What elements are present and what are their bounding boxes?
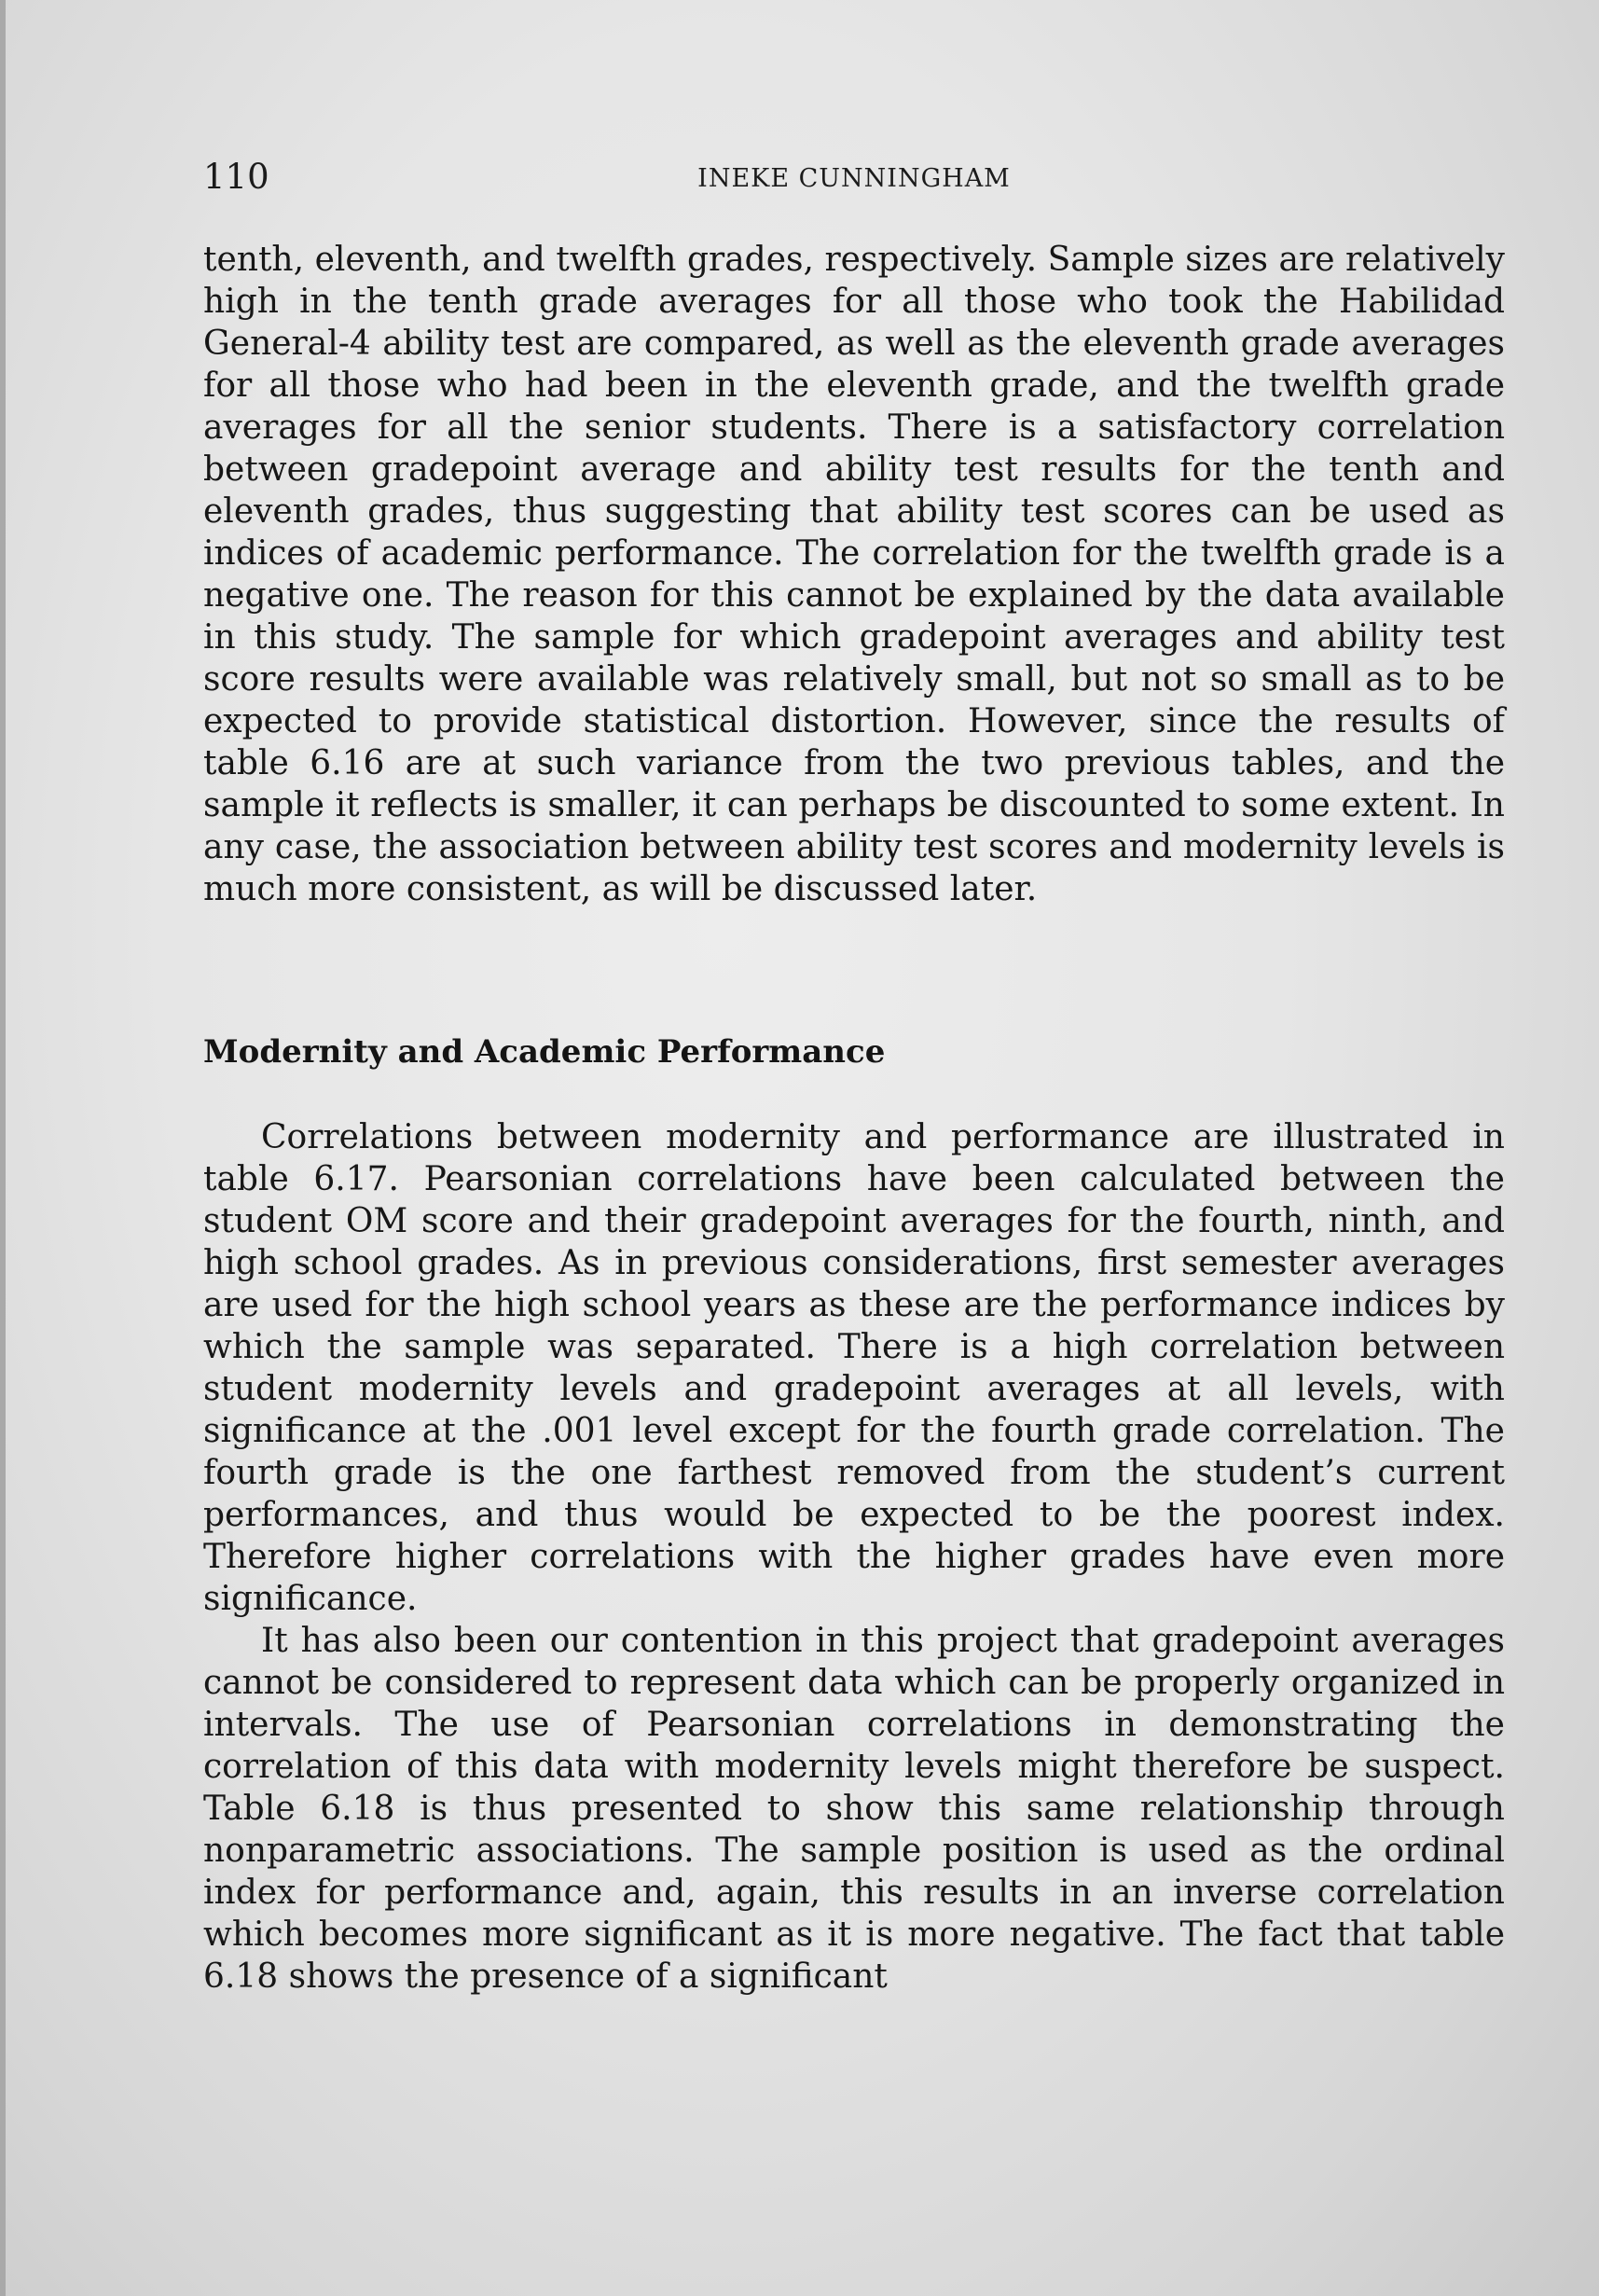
section-body [203, 1116, 1505, 1998]
running-head [203, 157, 1505, 201]
section-heading: Modernity and Academic Performance [203, 1033, 886, 1071]
page-number: 110 [203, 157, 269, 197]
body-text-continued [203, 239, 1505, 910]
paragraph: tenth, eleventh, and twelfth grades, respectively. Sample sizes are relatively high in the tenth grade averages for all those who took the Habilidad General-4 ability test are compared, as well as the eleventh grade averages for all those who had been in the eleventh grade, and the twelfth grade averages for all the senior students. There is a satisfactory correlation between gradepoint average and ability test results for the tenth and eleventh grades, thus suggesting that ability test scores can be used as indices of academic performance. The correlation for the twelfth grade is a negative one. The reason for this cannot be explained by the data available in this study. The sample for which gradepoint averages and ability test score results were available was relatively small, but not so small as to be expected to provide statistical distortion. However, since the results of table 6.16 are at such variance from the two previous tables, and the sample it reflects is smaller, it can perhaps be discounted to some extent. In any case, the association between ability test scores and modernity levels is much more consistent, as will be discussed later. [203, 241, 1505, 908]
paragraph: Correlations between modernity and performance are illustrated in table 6.17. Pearsonian correlations have been calculated between the student OM score and their gradepoint averages for the fourth, ninth, and high school grades. As in previous considerations, first semester averages are used for the high school years as these are the performance indices by which the sample was separated. There is a high correlation between student modernity levels and gradepoint averages at all levels, with significance at the .001 level except for the fourth grade correlation. The fourth grade is the one farthest removed from the student’s current performances, and thus would be expected to be the poorest index. Therefore higher correlations with the higher grades have even more significance. [203, 1118, 1505, 1618]
running-title: INEKE CUNNINGHAM [697, 164, 1011, 193]
paragraph: It has also been our contention in this project that gradepoint averages cannot be considered to represent data which can be properly organized in intervals. The use of Pearsonian correlations in demonstrating the correlation of this data with modernity levels might therefore be suspect. Table 6.18 is thus presented to show this same relationship through nonparametric associations. The sample position is used as the ordinal index for performance and, again, this results in an inverse correlation which becomes more significant as it is more negative. The fact that table 6.18 shows the presence of a significant [203, 1622, 1505, 1996]
